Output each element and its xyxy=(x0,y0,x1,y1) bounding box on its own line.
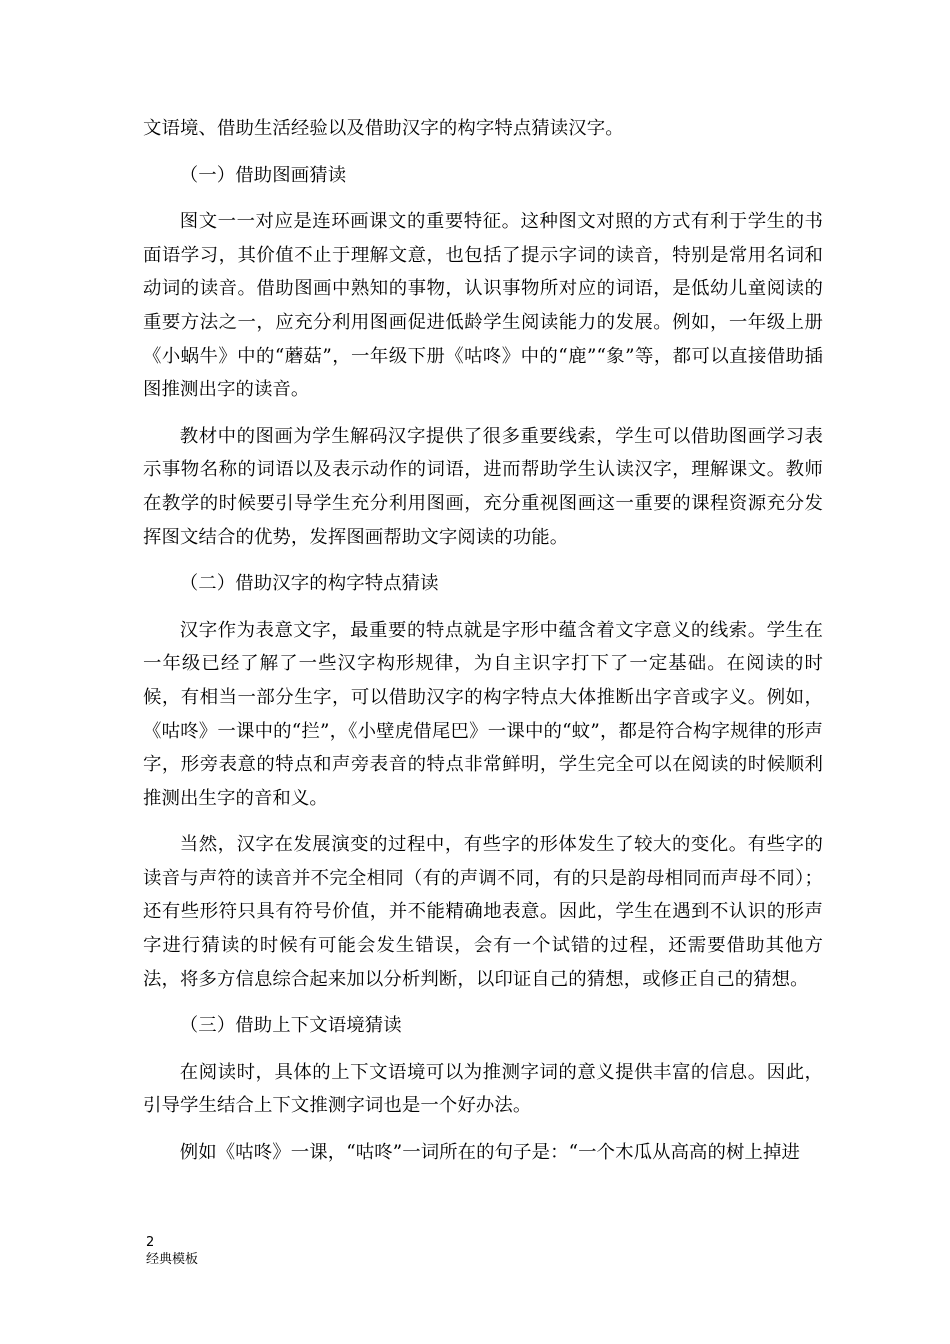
page-footer xyxy=(146,1234,198,1268)
continuation-paragraph: 文语境、借助生活经验以及借助汉字的构字特点猜读汉字。 xyxy=(143,118,624,139)
section-heading-1: （一）借助图画猜读 xyxy=(179,164,347,186)
body-paragraph: 当然，汉字在发展演变的过程中，有些字的形体发生了较大的变化。有些字的读音与声符的读音并不完全相同（有的声调不同，有的只是韵母相同而声母不同）；还有些形符只具有符号价值，并不能精确地表意。因此，学生在遇到不认识的形声字进行猜读的时候有可能会发生错误，会有一个试错的过程，还需要借助其他方法，将多方信息综合起来加以分析判断，以印证自己的猜想，或修正自己的猜想。 xyxy=(143,834,823,990)
document-body xyxy=(143,112,823,1170)
section-heading-3: （三）借助上下文语境猜读 xyxy=(179,1015,402,1037)
body-paragraph: 图文一一对应是连环画课文的重要特征。这种图文对照的方式有利于学生的书面语学习，其价值不止于理解文意，也包括了提示字词的读音，特别是常用名词和动词的读音。借助图画中熟知的事物，认识事物所对应的词语，是低幼儿童阅读的重要方法之一，应充分利用图画促进低龄学生阅读能力的发展。例如，一年级上册《小蜗牛》中的“蘑菇”，一年级下册《咕咚》中的“鹿”“象”等，都可以直接借助插图推测出字的读音。 xyxy=(143,211,823,401)
section-heading-2: （二）借助汉字的构字特点猜读 xyxy=(179,573,439,595)
body-paragraph: 例如《咕咚》一课，“咕咚”一词所在的句子是：“一个木瓜从高高的树上掉进 xyxy=(179,1142,801,1164)
body-paragraph: 教材中的图画为学生解码汉字提供了很多重要线索，学生可以借助图画学习表示事物名称的词语以及表示动作的词语，进而帮助学生认读汉字，理解课文。教师在教学的时候要引导学生充分利用图画，充分重视图画这一重要的课程资源充分发挥图文结合的优势，发挥图画帮助文字阅读的功能。 xyxy=(143,425,823,548)
footer-label: 经典模板 xyxy=(146,1252,199,1267)
body-paragraph: 在阅读时，具体的上下文语境可以为推测字词的意义提供丰富的信息。因此，引导学生结合上下文推测字词也是一个好办法。 xyxy=(143,1061,823,1117)
page-number: 2 xyxy=(146,1235,155,1250)
body-paragraph: 汉字作为表意文字，最重要的特点就是字形中蕴含着文字意义的线索。学生在一年级已经了解了一些汉字构形规律，为自主识字打下了一定基础。在阅读的时候，有相当一部分生字，可以借助汉字的构字特点大体推断出字音或字义。例如，《咕咚》一课中的“拦”，《小壁虎借尾巴》一课中的“蚊”，都是符合构字规律的形声字，形旁表意的特点和声旁表音的特点非常鲜明，学生完全可以在阅读的时候顺利推测出生字的音和义。 xyxy=(143,619,823,809)
